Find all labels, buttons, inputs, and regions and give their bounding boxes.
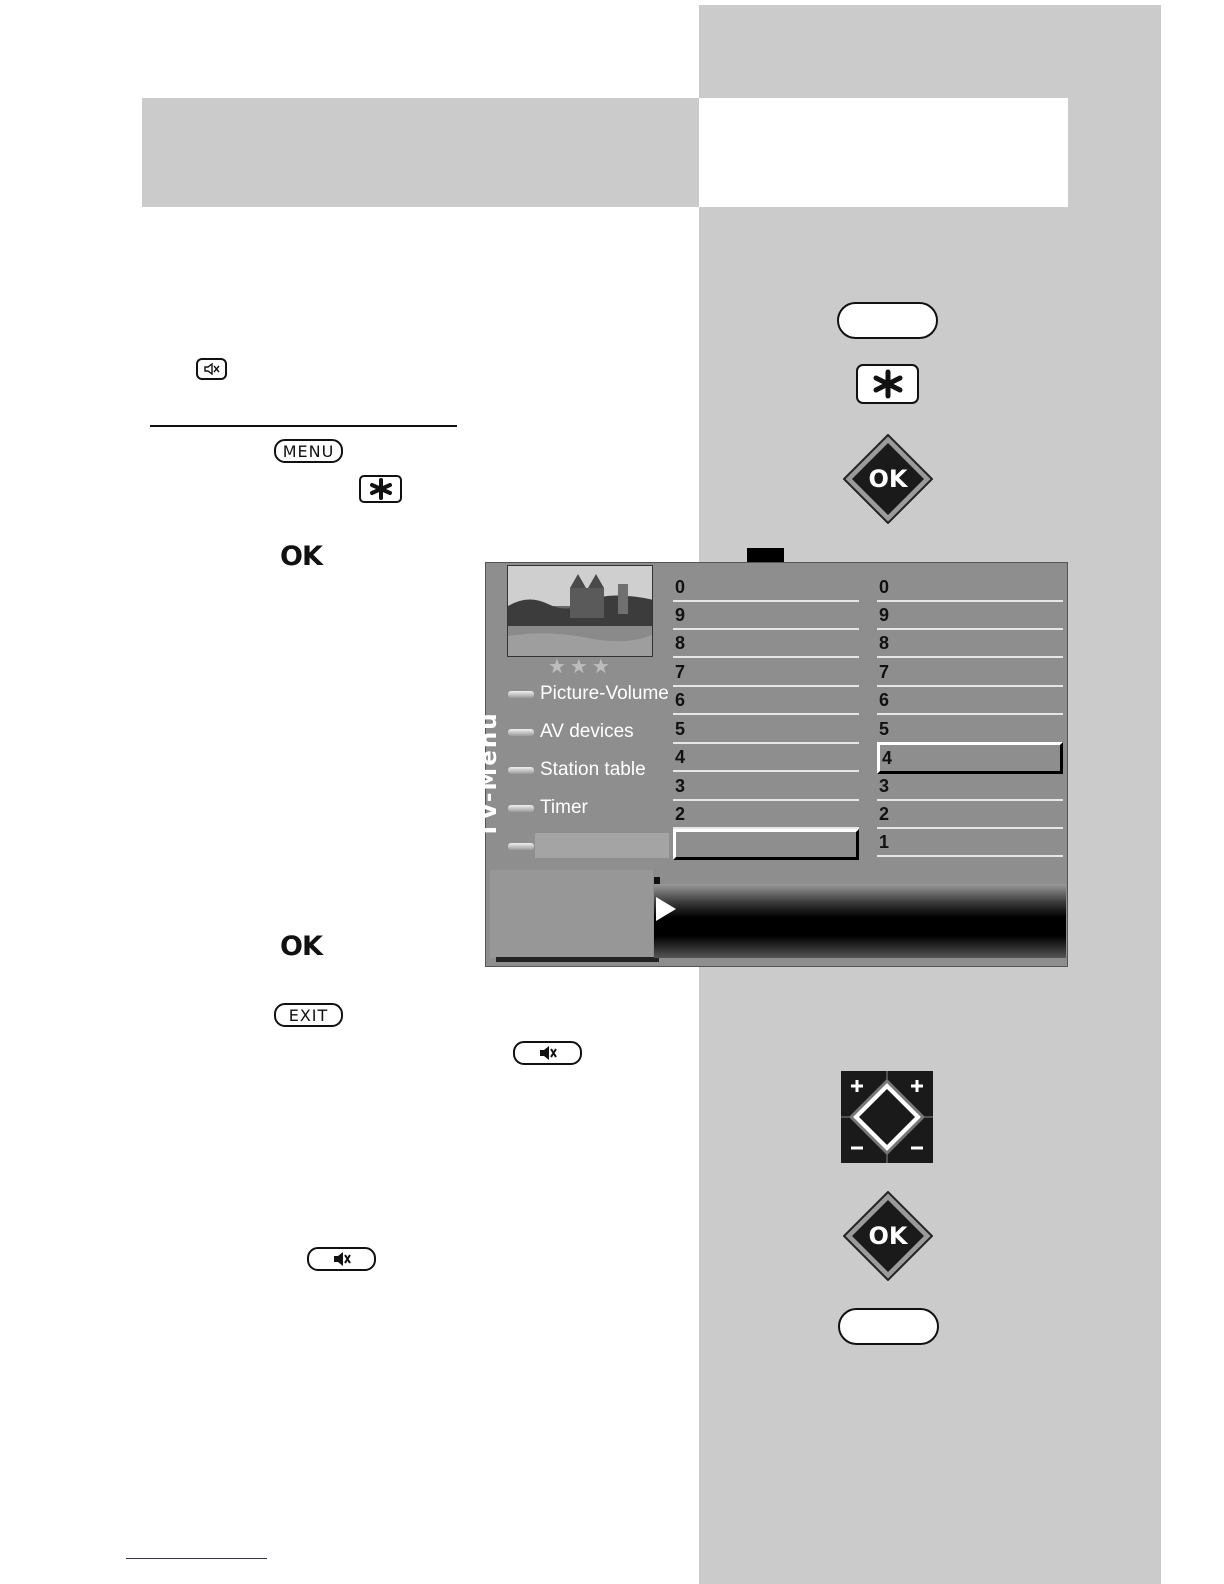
list-row[interactable]: 3 (673, 773, 859, 801)
list-row[interactable]: 0 (673, 574, 859, 602)
menu-key (274, 439, 343, 463)
preview-image (508, 566, 653, 657)
header-band-right (699, 98, 1068, 207)
ok-diamond-label-2: OK (868, 1222, 908, 1250)
menu-bullet-icon (508, 805, 534, 812)
exit-key-label: EXIT (288, 1005, 329, 1025)
menu-bullet-icon (508, 767, 534, 774)
mute-key-pill (513, 1041, 582, 1065)
menu-item-picture-volume[interactable]: Picture-Volume (508, 679, 669, 709)
asterisk-icon (368, 478, 394, 500)
list-row-selected[interactable] (673, 829, 859, 860)
list-row[interactable]: 8 (673, 630, 859, 658)
menu-item-av-devices[interactable]: AV devices (508, 717, 634, 747)
rating-stars: ★★★ (548, 656, 614, 678)
play-arrow-icon (656, 897, 676, 921)
menu-selection-highlight (535, 833, 669, 858)
list-row[interactable]: 1 (877, 829, 1063, 857)
exit-key (274, 1003, 343, 1027)
menu-item-selected[interactable] (508, 831, 540, 861)
section-rule (150, 425, 457, 427)
list-row[interactable]: 7 (877, 659, 1063, 687)
list-row-selected[interactable]: 4 (877, 742, 1063, 774)
menu-item-timer[interactable]: Timer (508, 793, 588, 823)
mute-key-pill-2 (307, 1247, 376, 1271)
menu-bullet-icon (508, 843, 534, 850)
list-row[interactable]: 8 (877, 630, 1063, 658)
menu-bullet-icon (508, 691, 534, 698)
ok-diamond-label: OK (868, 465, 908, 493)
menu-item-station-table[interactable]: Station table (508, 755, 646, 785)
info-panel-edge (496, 957, 659, 962)
menu-bullet-icon (508, 729, 534, 736)
ok-diamond-icon-2 (843, 1191, 933, 1281)
list-row[interactable]: 9 (877, 602, 1063, 630)
tv-menu-vertical-title: TV-Menu (476, 711, 502, 838)
menu-key-label: MENU (282, 441, 335, 461)
list-row[interactable]: 0 (877, 574, 1063, 602)
star-key-large (856, 364, 919, 404)
info-panel (490, 870, 653, 958)
list-row[interactable]: 3 (877, 773, 1063, 801)
list-row[interactable]: 4 (673, 744, 859, 772)
ok-key-text: OK (280, 541, 322, 572)
footer-rule (126, 1558, 267, 1559)
left-number-list (673, 574, 859, 864)
speaker-muted-icon (203, 363, 221, 375)
asterisk-icon (870, 369, 906, 399)
list-row[interactable]: 6 (877, 687, 1063, 715)
status-bar (654, 884, 1066, 958)
blank-oval-key (837, 302, 938, 339)
ok-diamond-icon (843, 434, 933, 524)
list-row[interactable]: 6 (673, 687, 859, 715)
header-band (142, 98, 699, 207)
list-row[interactable]: 5 (877, 716, 1063, 744)
list-row[interactable]: 9 (673, 602, 859, 630)
list-row[interactable]: 5 (673, 716, 859, 744)
right-number-list (877, 574, 1063, 864)
preview-thumbnail (507, 565, 653, 657)
blank-oval-key-2 (838, 1308, 939, 1345)
mute-key-icon (196, 358, 227, 380)
list-row[interactable]: 2 (877, 801, 1063, 829)
speaker-muted-icon (537, 1045, 559, 1061)
speaker-muted-icon (331, 1251, 353, 1267)
list-row[interactable]: 7 (673, 659, 859, 687)
plus-minus-diamond-icon (841, 1071, 933, 1163)
list-row[interactable]: 2 (673, 801, 859, 829)
star-key-icon (359, 475, 402, 503)
ok-key-text-2: OK (280, 931, 322, 962)
